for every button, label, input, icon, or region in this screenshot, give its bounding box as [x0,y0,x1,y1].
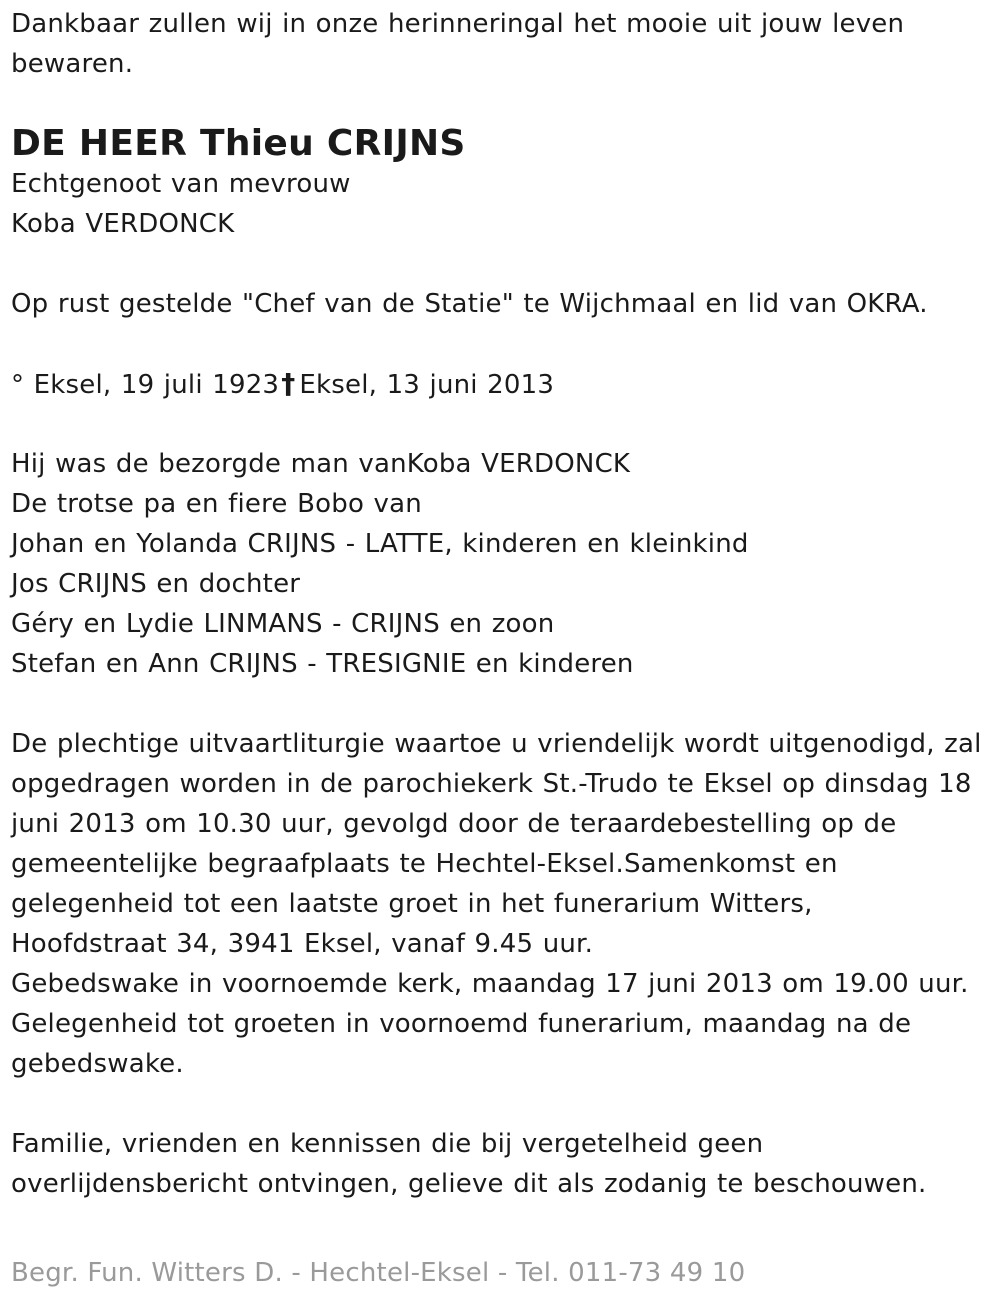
family-line: Géry en Lydie LINMANS - CRIJNS en zoon [11,609,555,639]
ceremony-line: gemeentelijke begraafplaats te Hechtel-Eksel.Samenkomst en [11,849,838,879]
family-line: Johan en Yolanda CRIJNS - LATTE, kinderen en kleinkind [11,529,749,559]
cross-icon: † [281,367,296,400]
spouse-label: Echtgenoot van mevrouw [11,169,351,199]
ceremony-line: Gelegenheid tot groeten in voornoemd funerarium, maandag na de [11,1009,912,1039]
notice-line: Familie, vrienden en kennissen die bij vergetelheid geen [11,1129,764,1159]
family-line: Jos CRIJNS en dochter [11,569,301,599]
spacer [11,684,991,724]
ceremony-line: juni 2013 om 10.30 uur, gevolgd door de teraardebestelling op de [11,809,897,839]
spacer [11,404,991,444]
ceremony-line: De plechtige uitvaartliturgie waartoe u vriendelijk wordt uitgenodigd, zal [11,729,982,759]
ceremony-line: gelegenheid tot een laatste groet in het funerarium Witters, [11,889,813,919]
ceremony-line: Gebedswake in voornoemde kerk, maandag 17 juni 2013 om 19.00 uur. [11,969,969,999]
birth-date: ° Eksel, 19 juli 1923 [11,370,280,400]
ceremony-line: opgedragen worden in de parochiekerk St.-Trudo te Eksel op dinsdag 18 [11,769,972,799]
funeral-home-footer: Begr. Fun. Witters D. - Hechtel-Eksel - Tel. 011-73 49 10 [11,1258,746,1288]
deceased-name: DE HEER Thieu CRIJNS [11,123,466,164]
spacer [11,244,991,284]
ceremony-line: gebedswake. [11,1049,184,1079]
occupation-text: Op rust gestelde "Chef van de Statie" te Wijchmaal en lid van OKRA. [11,289,928,319]
obituary-notice [11,0,991,1204]
family-list [11,444,991,684]
family-line: Hij was de bezorgde man vanKoba VERDONCK [11,449,631,479]
intro-quote [11,4,991,84]
ceremony-line: Hoofdstraat 34, 3941 Eksel, vanaf 9.45 uur. [11,929,594,959]
notice-line: overlijdensbericht ontvingen, gelieve dit als zodanig te beschouwen. [11,1169,927,1199]
death-date: Eksel, 13 juni 2013 [299,370,555,400]
intro-line: bewaren. [11,49,134,79]
notice-text [11,1124,991,1204]
life-dates [11,364,991,404]
ceremony-details [11,724,991,1084]
spouse-name: Koba VERDONCK [11,209,235,239]
intro-line: Dankbaar zullen wij in onze herinneringal het mooie uit jouw leven [11,9,905,39]
family-line: Stefan en Ann CRIJNS - TRESIGNIE en kinderen [11,649,634,679]
spacer [11,1084,991,1124]
spacer [11,324,991,364]
family-line: De trotse pa en fiere Bobo van [11,489,422,519]
